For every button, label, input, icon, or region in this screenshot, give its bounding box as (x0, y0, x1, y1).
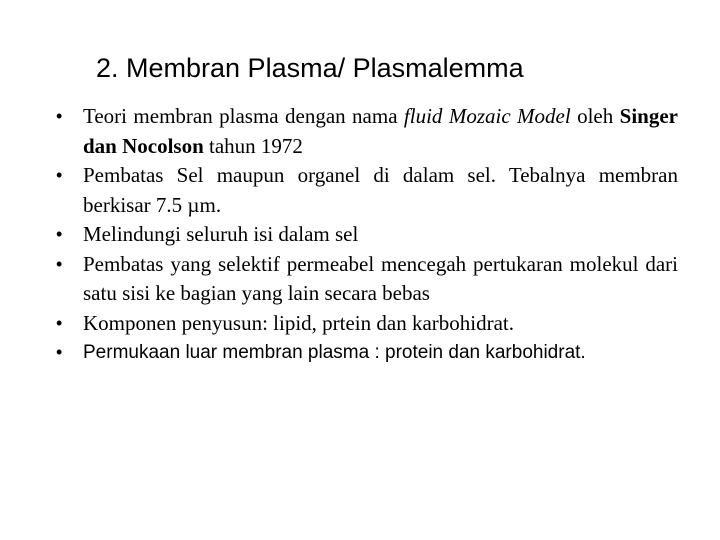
bullet-list (54, 102, 678, 368)
bullet-text: oleh (570, 104, 620, 128)
bullet-item-1 (54, 102, 678, 161)
bullet-dot-icon: • (56, 342, 63, 362)
bullet-bold-text: Singer dan Nocolson (83, 104, 679, 158)
slide-title: 2. Membran Plasma/ Plasmalemma (96, 53, 524, 83)
bullet-text: Teori membran plasma dengan nama (83, 104, 404, 128)
bullet-item-3 (54, 220, 678, 250)
bullet-text: Pembatas yang selektif permeabel mencegah pertukaran molekul dari satu sisi ke bagian yang lain secara bebas (83, 251, 678, 305)
bullet-item-6 (54, 338, 678, 368)
bullet-dot-icon: • (56, 253, 63, 274)
bullet-item-2 (54, 161, 678, 220)
bullet-text: Komponen penyusun: lipid, prtein dan karbohidrat. (83, 310, 515, 335)
bullet-item-4 (54, 250, 678, 309)
bullet-item-5 (54, 309, 678, 339)
bullet-text: Melindungi seluruh isi dalam sel (83, 222, 359, 246)
bullet-dot-icon: • (56, 106, 63, 126)
bullet-text: tahun 1972 (203, 133, 303, 158)
bullet-text: Pembatas Sel maupun organel di dalam sel. Tebalnya membran berkisar 7.5 µm. (83, 163, 678, 217)
bullet-dot-icon: • (56, 312, 63, 333)
bullet-text: Permukaan luar membran plasma : protein dan karbohidrat. (83, 342, 586, 363)
bullet-dot-icon: • (56, 224, 63, 244)
bullet-dot-icon: • (56, 165, 63, 185)
bullet-italic-text: fluid Mozaic Model (403, 104, 571, 128)
